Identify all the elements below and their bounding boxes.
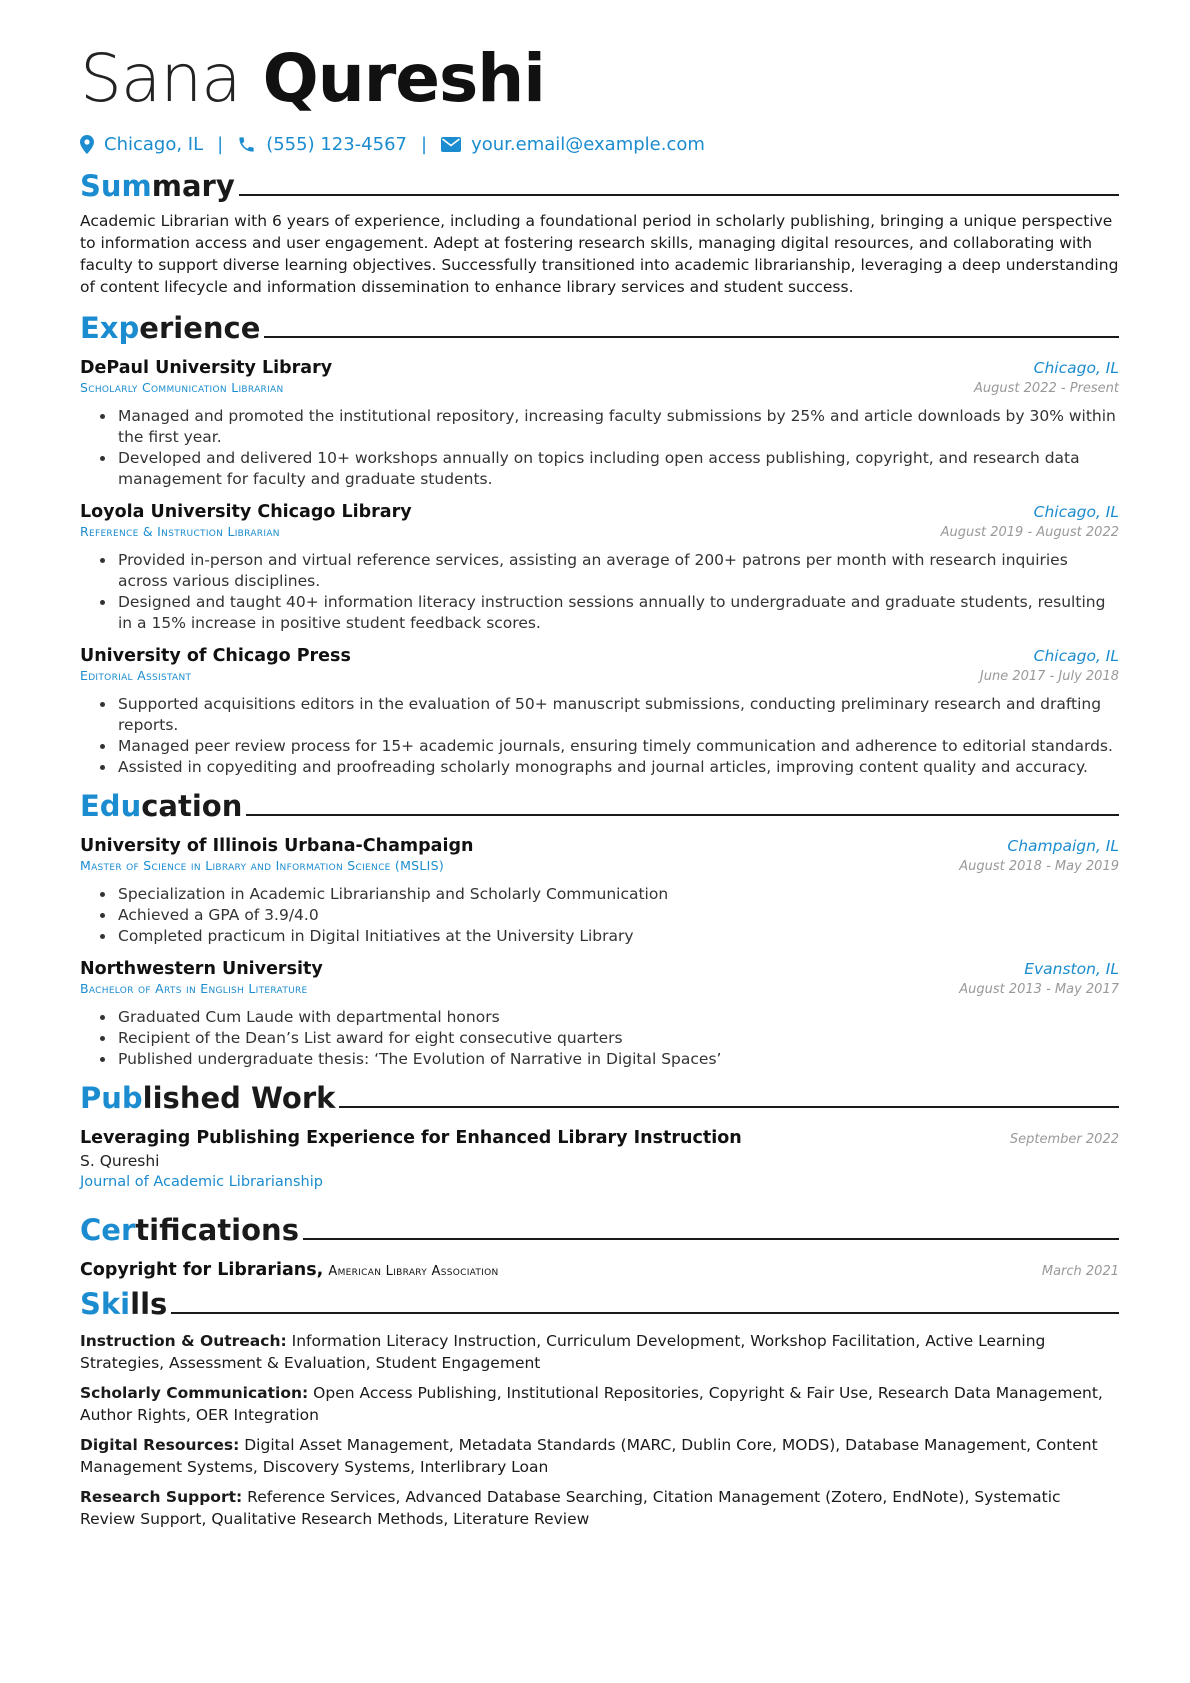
summary-heading: Summary [80, 168, 1119, 204]
phone-icon [237, 135, 256, 154]
certification-issuer: American Library Association [328, 1264, 499, 1279]
organization: Loyola University Chicago Library [80, 502, 412, 522]
bullet-item: • Provided in-person and virtual reference services, assisting an average of 200+ patrons per month with research inquiries across various disciplines. [116, 550, 1119, 592]
map-pin-icon [80, 135, 94, 154]
degree: Master of Science in Library and Information Science (MSLIS) [80, 858, 445, 873]
bullet-item: • Managed and promoted the institutional repository, increasing faculty submissions by 25% and article downloads by 30% within the first year. [116, 406, 1119, 448]
location: Chicago, IL [1033, 647, 1119, 665]
bullet-list [80, 406, 1119, 490]
publication-date: September 2022 [1009, 1132, 1119, 1147]
experience-entry [80, 358, 1119, 490]
publication-journal: Journal of Academic Librarianship [80, 1174, 323, 1190]
section-rule [239, 194, 1119, 196]
bullet-item: • Managed peer review process for 15+ academic journals, ensuring timely communication and adherence to editorial standards. [116, 736, 1119, 757]
skill-label: Research Support: [80, 1488, 243, 1506]
skill-group [80, 1486, 1119, 1530]
skill-label: Digital Resources: [80, 1436, 240, 1454]
skill-values: Reference Services, Advanced Database Searching, Citation Management (Zotero, EndNote), Systematic Review Support, Qualitative Research Methods, Literature Review [80, 1488, 1061, 1528]
certification-name: Copyright for Librarians [80, 1260, 317, 1280]
separator: | [421, 133, 428, 155]
bullet-item: • Specialization in Academic Librarianship and Scholarly Communication [116, 884, 1119, 905]
envelope-icon [441, 137, 461, 152]
skills-heading: Skills [80, 1286, 1119, 1322]
publication-author: S. Qureshi [80, 1152, 160, 1170]
location-text: Chicago, IL [104, 133, 204, 155]
institution: University of Illinois Urbana-Champaign [80, 836, 474, 856]
email-link[interactable]: your.email@example.com [471, 133, 705, 155]
skill-group [80, 1330, 1119, 1374]
education-entry [80, 836, 1119, 947]
section-rule [303, 1238, 1119, 1240]
section-rule [246, 814, 1119, 816]
certification-date: March 2021 [1041, 1264, 1119, 1279]
bullet-item: • Recipient of the Dean’s List award for eight consecutive quarters [116, 1028, 1119, 1049]
bullet-item: • Supported acquisitions editors in the evaluation of 50+ manuscript submissions, conducting preliminary research and drafting reports. [116, 694, 1119, 736]
phone-text: (555) 123-4567 [266, 133, 407, 155]
organization: DePaul University Library [80, 358, 333, 378]
date-range: August 2013 - May 2017 [959, 982, 1119, 997]
publication-title: Leveraging Publishing Experience for Enhanced Library Instruction [80, 1128, 742, 1148]
section-rule [339, 1106, 1119, 1108]
last-name: Qureshi [262, 40, 545, 117]
bullet-item: • Achieved a GPA of 3.9/4.0 [116, 905, 1119, 926]
candidate-name [80, 40, 1119, 118]
date-range: August 2018 - May 2019 [959, 859, 1119, 874]
bullet-item: • Designed and taught 40+ information literacy instruction sessions annually to undergraduate and graduate students, resulting in a 15% increase in positive student feedback scores. [116, 592, 1119, 634]
contact-line [80, 128, 1119, 160]
certification-comma: , [316, 1260, 324, 1280]
skill-label: Scholarly Communication: [80, 1384, 309, 1402]
bullet-list [80, 884, 1119, 947]
separator: | [217, 133, 224, 155]
location: Champaign, IL [1007, 837, 1119, 855]
role: Scholarly Communication Librarian [80, 380, 284, 395]
skill-group [80, 1434, 1119, 1478]
institution: Northwestern University [80, 959, 323, 979]
bullet-item: • Graduated Cum Laude with departmental honors [116, 1007, 1119, 1028]
skill-values: Digital Asset Management, Metadata Standards (MARC, Dublin Core, MODS), Database Management, Content Management Systems, Discovery Systems, Interlibrary Loan [80, 1436, 1098, 1476]
education-heading: Education [80, 788, 1119, 824]
experience-entry [80, 646, 1119, 778]
role: Reference & Instruction Librarian [80, 524, 280, 539]
skill-label: Instruction & Outreach: [80, 1332, 287, 1350]
publication-entry [80, 1128, 1119, 1190]
bullet-item: • Published undergraduate thesis: ‘The Evolution of Narrative in Digital Spaces’ [116, 1049, 1119, 1070]
certification-entry [80, 1260, 1119, 1280]
bullet-item: • Developed and delivered 10+ workshops annually on topics including open access publishing, copyright, and research data management for faculty and graduate students. [116, 448, 1119, 490]
first-name: Sana [80, 40, 241, 117]
degree: Bachelor of Arts in English Literature [80, 981, 308, 996]
organization: University of Chicago Press [80, 646, 351, 666]
summary-text: Academic Librarian with 6 years of experience, including a foundational period in scholarly publishing, bringing a unique perspective to information access and user engagement. Adept at fostering research skills, managing digital resources, and collaborating with faculty to support diverse learning objectives. Successfully transitioned into academic librarianship, leveraging a deep understanding of content lifecycle and information dissemination to enhance library services and student success. [80, 212, 1119, 296]
bullet-list [80, 550, 1119, 634]
role: Editorial Assistant [80, 668, 192, 683]
education-entry [80, 959, 1119, 1070]
section-rule [171, 1312, 1119, 1314]
skill-values: Open Access Publishing, Institutional Repositories, Copyright & Fair Use, Research Data Management, Author Rights, OER Integration [80, 1384, 1103, 1424]
published-work-heading: Published Work [80, 1080, 1119, 1116]
location: Chicago, IL [1033, 503, 1119, 521]
bullet-list [80, 1007, 1119, 1070]
skill-values: Information Literacy Instruction, Curriculum Development, Workshop Facilitation, Active Learning Strategies, Assessment & Evaluation, Student Engagement [80, 1332, 1046, 1372]
certifications-heading: Certifications [80, 1212, 1119, 1248]
experience-entry [80, 502, 1119, 634]
experience-heading: Experience [80, 310, 1119, 346]
date-range: August 2019 - August 2022 [940, 525, 1119, 540]
location: Chicago, IL [1033, 359, 1119, 377]
contact-phone [237, 134, 407, 155]
bullet-list [80, 694, 1119, 778]
date-range: August 2022 - Present [974, 381, 1119, 396]
contact-location [80, 134, 203, 155]
bullet-item: • Assisted in copyediting and proofreading scholarly monographs and journal articles, improving content quality and accuracy. [116, 757, 1119, 778]
location: Evanston, IL [1024, 960, 1119, 978]
contact-email[interactable] [441, 134, 705, 155]
bullet-item: • Completed practicum in Digital Initiatives at the University Library [116, 926, 1119, 947]
skill-group [80, 1382, 1119, 1426]
section-rule [264, 336, 1119, 338]
date-range: June 2017 - July 2018 [979, 669, 1119, 684]
